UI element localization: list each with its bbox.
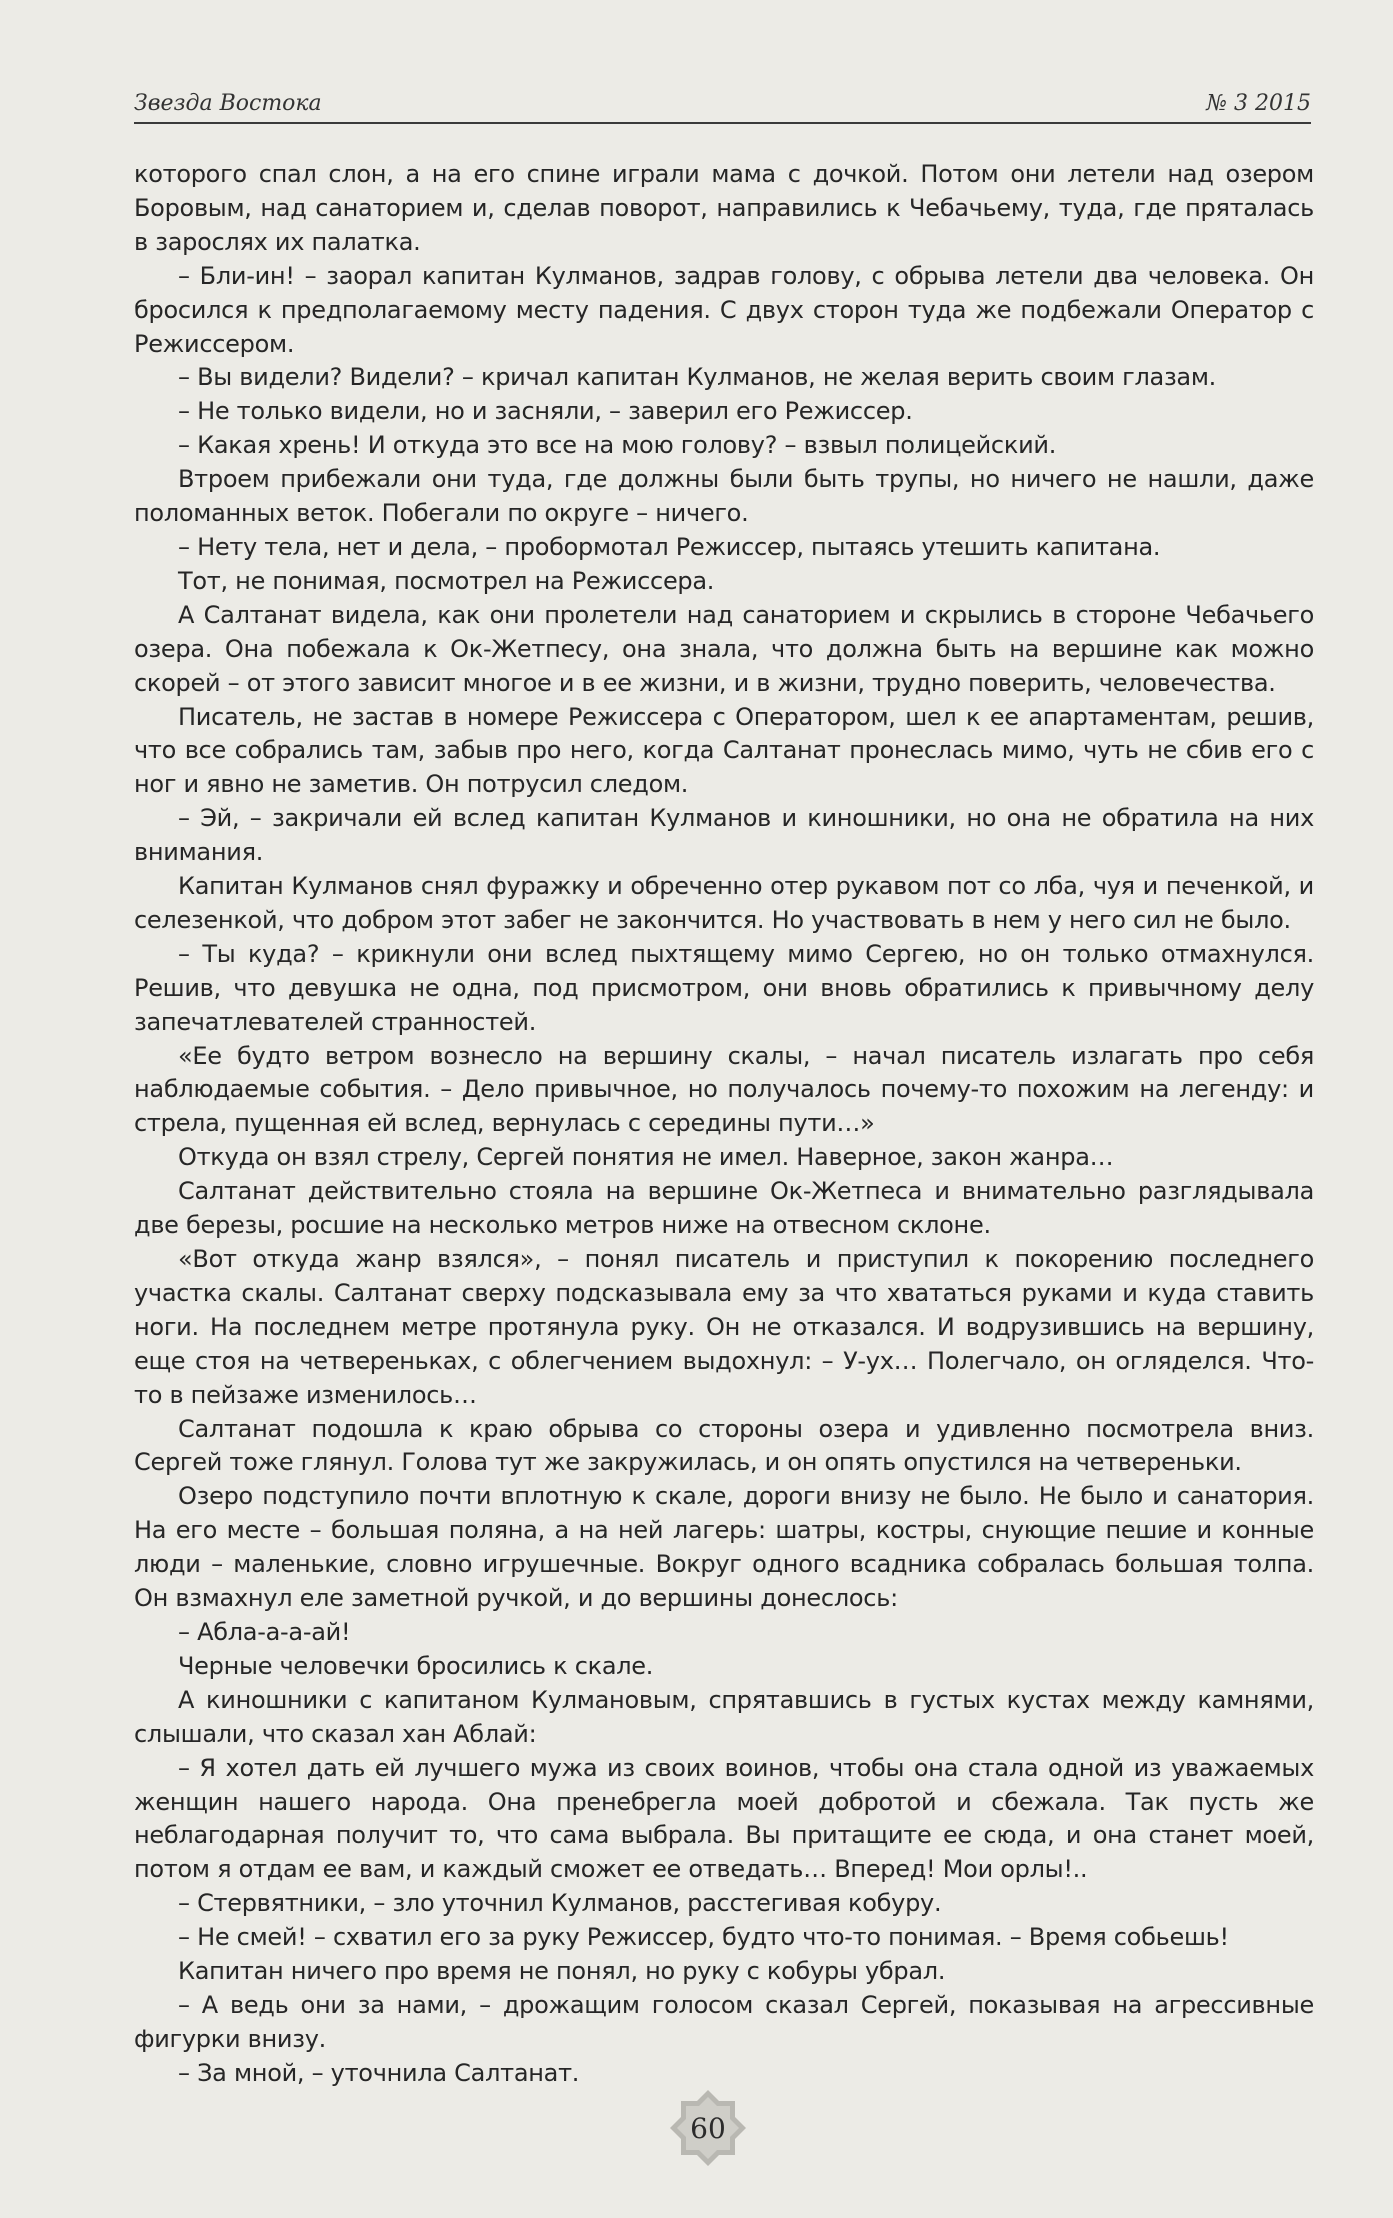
paragraph: Озеро подступило почти вплотную к скале, дороги внизу не было. Не было и санатория. На его месте – большая поляна, а на ней лагерь: шатры, костры, снующие пешие и конные люди – маленькие, словно игрушечные. Вокруг одного всадника собралась большая толпа. Он взмахнул еле заметной ручкой, и до вершины донеслось: [134,1482,1314,1613]
paragraph: – Вы видели? Видели? – кричал капитан Кулманов, не желая верить своим глазам. [178,363,1217,392]
paragraph: – Бли-ин! – заорал капитан Кулманов, задрав голову, с обрыва летели два человека. Он бросился к предполагаемому месту падения. С двух сторон туда же подбежали Оператор с Режиссером. [134,261,1314,358]
paragraph: Черные человечки бросились к скале. [178,1651,654,1680]
paragraph: – Не смей! – схватил его за руку Режиссер, будто что-то понимая. – Время собьешь! [178,1923,1229,1952]
paragraph: – За мной, – уточнила Салтанат. [178,2058,580,2087]
paragraph: – Абла-а-а-ай! [178,1617,351,1646]
paragraph: которого спал слон, а на его спине играли мама с дочкой. Потом они летели над озером Боровым, над санаторием и, сделав поворот, направились к Чебачьему, туда, где пряталась в зарослях их палатка. [134,160,1314,256]
paragraph: – Какая хрень! И откуда это все на мою голову? – взвыл полицейский. [178,431,1057,460]
paragraph: – А ведь они за нами, – дрожащим голосом сказал Сергей, показывая на агрессивные фигурки внизу. [134,1990,1314,2053]
paragraph: Тот, не понимая, посмотрел на Режиссера. [178,566,715,595]
issue-number: № 3 2015 [1206,91,1311,116]
paragraph: Втроем прибежали они туда, где должны были быть трупы, но ничего не нашли, даже поломанных веток. Побегали по округе – ничего. [134,465,1314,528]
paragraph: – Не только видели, но и засняли, – заверил его Режиссер. [178,397,913,426]
paragraph: Салтанат подошла к краю обрыва со стороны озера и удивленно посмотрела вниз. Сергей тоже глянул. Голова тут же закружилась, и он опять опустился на четвереньки. [134,1414,1314,1477]
page-number: 60 [690,2111,726,2145]
paragraph: А Салтанат видела, как они пролетели над санаторием и скрылись в стороне Чебачьего озера. Она побежала к Ок-Жетпесу, она знала, что должна быть на вершине как можно скорей – от этого зависит многое и в ее жизни, и в жизни, трудно поверить, человечества. [134,600,1314,697]
article-body [134,158,1314,2091]
paragraph: – Нету тела, нет и дела, – пробормотал Режиссер, пытаясь утешить капитана. [178,532,1161,561]
paragraph: – Я хотел дать ей лучшего мужа из своих воинов, чтобы она стала одной из уважаемых женщин нашего народа. Она пренебрегла моей добротой и сбежала. Так пусть же неблагодарная получит то, что сама выбрала. Вы притащите ее сюда, и она станет моей, потом я отдам ее вам, и каждый сможет ее отведать… Вперед! Мои орлы!.. [134,1753,1314,1884]
paragraph: «Ее будто ветром вознесло на вершину скалы, – начал писатель излагать про себя наблюдаемые события. – Дело привычное, но получалось почему-то похожим на легенду: и стрела, пущенная ей вслед, вернулась с середины пути…» [134,1041,1314,1138]
paragraph: – Эй, – закричали ей вслед капитан Кулманов и киношники, но она не обратила на них внимания. [134,804,1314,867]
paragraph: Писатель, не застав в номере Режиссера с Оператором, шел к ее апартаментам, решив, что все собрались там, забыв про него, когда Салтанат пронеслась мимо, чуть не сбив его с ног и явно не заметив. Он потрусил следом. [134,702,1314,799]
paragraph: Капитан Кулманов снял фуражку и обреченно отер рукавом пот со лба, чуя и печенкой, и селезенкой, что добром этот забег не закончится. Но участвовать в нем у него сил не было. [134,872,1314,934]
paragraph: Капитан ничего про время не понял, но руку с кобуры убрал. [178,1957,946,1986]
paragraph: «Вот откуда жанр взялся», – понял писатель и приступил к покорению последнего участка скалы. Салтанат сверху подсказывала ему за что хвататься руками и куда ставить ноги. На последнем метре протянула руку. Он не отказался. И водрузившись на вершину, еще стоя на четвереньках, с облегчением выдохнул: – У-ух… Полегчало, он огляделся. Что-то в пейзаже изменилось… [134,1245,1314,1409]
journal-title: Звезда Востока [134,91,322,116]
paragraph: – Ты куда? – крикнули они вслед пыхтящему мимо Сергею, но он только отмахнулся. Решив, что девушка не одна, под присмотром, они вновь обратились к привычному делу запечатлевателей странностей. [134,939,1314,1036]
paragraph: А киношники с капитаном Кулмановым, спрятавшись в густых кустах между камнями, слышали, что сказал хан Аблай: [134,1685,1314,1748]
page-number-badge [668,2088,748,2168]
paragraph: – Стервятники, – зло уточнил Кулманов, расстегивая кобуру. [178,1889,942,1918]
page-header [134,80,1311,124]
paragraph: Откуда он взял стрелу, Сергей понятия не имел. Наверное, закон жанра… [178,1143,1114,1172]
paragraph: Салтанат действительно стояла на вершине Ок-Жетпеса и внимательно разглядывала две березы, росшие на несколько метров ниже на отвесном склоне. [134,1177,1314,1240]
